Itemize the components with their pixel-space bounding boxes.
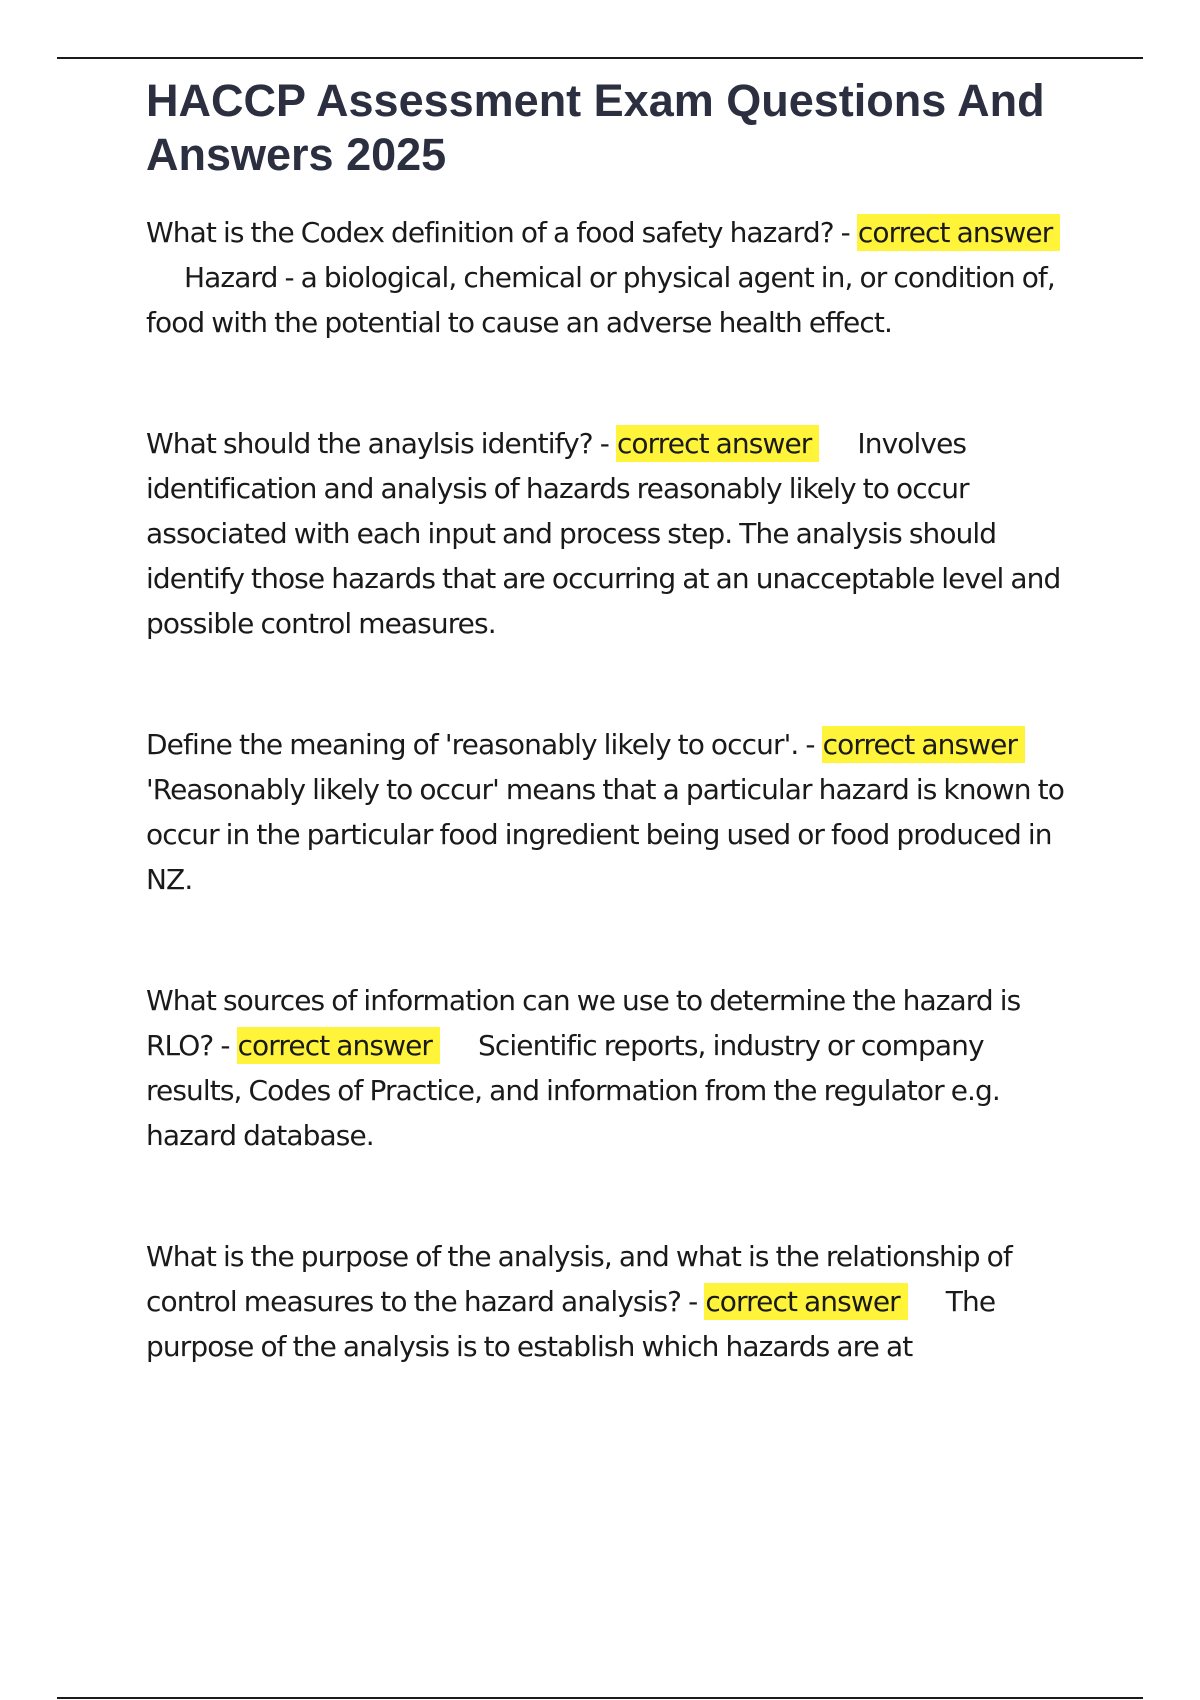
question-text: What should the anaylsis identify? - (146, 427, 616, 460)
question-text: Define the meaning of 'reasonably likely to occur'. - (146, 728, 822, 761)
answer-text: Involves identification and analysis of hazards reasonably likely to occur associated with each input and process step. The analysis should identify those hazards that are occurring at an unacceptable level and possible control measures. (146, 427, 1061, 640)
correct-answer-label: correct answer (857, 214, 1060, 251)
correct-answer-label: correct answer (704, 1283, 907, 1320)
question-text: What sources of information can we use to determine the hazard is RLO? - (146, 984, 1021, 1062)
document-body (146, 74, 1086, 1369)
answer-text: Scientific reports, industry or company results, Codes of Practice, and information from the regulator e.g. hazard database. (146, 1029, 1000, 1152)
correct-answer-label: correct answer (616, 425, 819, 462)
answer-text: 'Reasonably likely to occur' means that a particular hazard is known to occur in the particular food ingredient being used or food produced in NZ. (146, 773, 1064, 896)
correct-answer-label: correct answer (237, 1027, 440, 1064)
qa-item-1 (146, 210, 1086, 345)
question-text: What is the purpose of the analysis, and what is the relationship of control measures to the hazard analysis? - (146, 1240, 1012, 1318)
qa-item-3 (146, 722, 1086, 902)
answer-text: The purpose of the analysis is to establish which hazards are at (146, 1285, 996, 1363)
qa-item-5 (146, 1234, 1086, 1369)
qa-item-4 (146, 978, 1086, 1158)
question-text: What is the Codex definition of a food safety hazard? - (146, 216, 857, 249)
top-rule (57, 57, 1143, 59)
document-title: HACCP Assessment Exam Questions And Answers 2025 (146, 75, 1045, 180)
qa-item-2 (146, 421, 1086, 646)
bottom-rule (57, 1697, 1143, 1699)
correct-answer-label: correct answer (822, 726, 1025, 763)
answer-text: Hazard - a biological, chemical or physical agent in, or condition of, food with the potential to cause an adverse health effect. (146, 261, 1055, 339)
